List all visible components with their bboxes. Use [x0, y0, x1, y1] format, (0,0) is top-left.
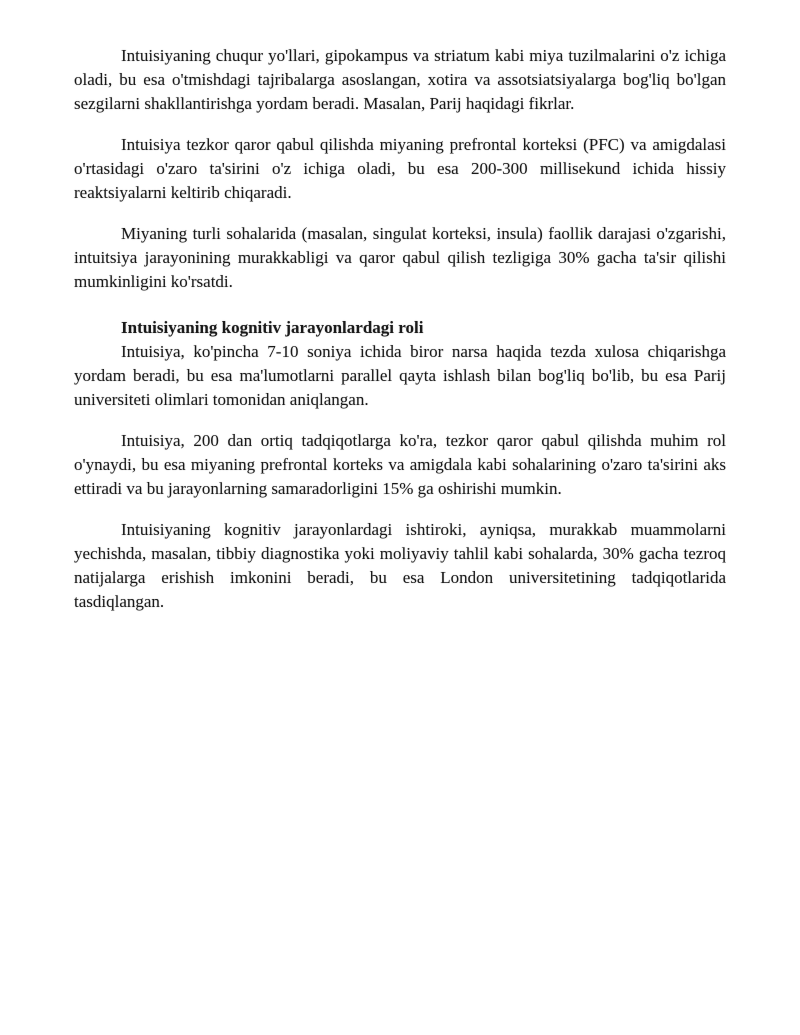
paragraph-complex-problems: Intuisiyaning kognitiv jarayonlardagi ishtiroki, ayniqsa, murakkab muammolarni yechishda, masalan, tibbiy diagnostika yoki moliyaviy tahlil kabi sohalarda, 30% gacha tezroq natijalarga erishish imkonini beradi, bu esa London universitetining tadqiqotlarida tasdiqlangan.: [74, 520, 726, 611]
paragraph-quick-conclusions: Intuisiya, ko'pincha 7-10 soniya ichida biror narsa haqida tezda xulosa chiqarishga yordam beradi, bu esa ma'lumotlarni parallel qayta ishlash bilan bog'liq bo'lib, bu esa Parij universiteti olimlari tomonidan aniqlangan.: [74, 342, 726, 409]
document-body: [74, 44, 726, 631]
paragraph-prefrontal-amygdala: Intuisiya tezkor qaror qabul qilishda miyaning prefrontal korteksi (PFC) va amigdalasi o'rtasidagi o'zaro ta'sirini o'z ichiga oladi, bu esa 200-300 millisekund ichida hissiy reaktsiyalarni keltirib chiqaradi.: [74, 135, 726, 202]
paragraph-research-role: Intuisiya, 200 dan ortiq tadqiqotlarga ko'ra, tezkor qaror qabul qilishda muhim rol o'ynaydi, bu esa miyaning prefrontal korteks va amigdala kabi sohalarining o'zaro ta'sirini aks ettiradi va bu jarayonlarning samaradorligini 15% ga oshirishi mumkin.: [74, 431, 726, 498]
section-heading: Intuisiyaning kognitiv jarayonlardagi roli: [121, 318, 424, 337]
paragraph-intuition-pathways: Intuisiyaning chuqur yo'llari, gipokampus va striatum kabi miya tuzilmalarini o'z ichiga oladi, bu esa o'tmishdagi tajribalarga asoslangan, xotira va assotsiatsiyalarga bog'liq bo'lgan sezgilarni shakllantirishga yordam beradi. Masalan, Parij haqidagi fikrlar.: [74, 46, 726, 113]
paragraph-brain-activity: Miyaning turli sohalarida (masalan, singulat korteksi, insula) faollik darajasi o'zgarishi, intuitsiya jarayonining murakkabligi va qaror qabul qilish tezligiga 30% gacha ta'sir qilishi mumkinligini ko'rsatdi.: [74, 224, 726, 291]
